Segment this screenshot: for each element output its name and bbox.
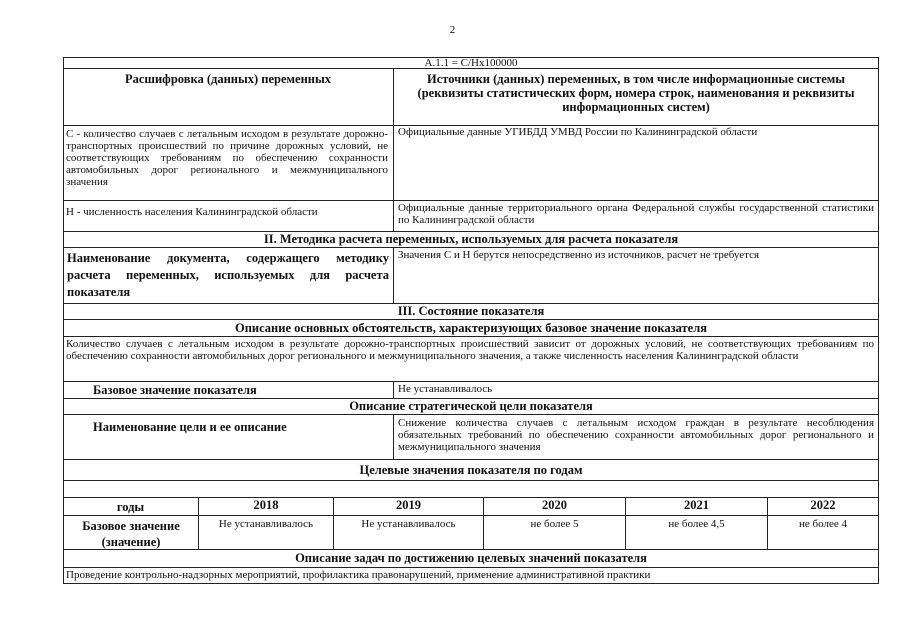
base-row-value: не более 5 (530, 518, 579, 530)
year-2021: 2021 (684, 498, 709, 512)
goal-title: Описание стратегической цели показателя (349, 399, 593, 413)
header-variables: Расшифровка (данных) переменных (124, 72, 332, 86)
formula: A.1.1 = C/Hx100000 (424, 57, 518, 69)
rule (63, 414, 879, 415)
years-label: годы (116, 500, 145, 514)
rule (393, 247, 394, 303)
rule (63, 583, 879, 584)
rule (63, 515, 879, 516)
base-row-value: Не устанавливалось (218, 518, 314, 530)
base-row-value: не более 4,5 (668, 518, 725, 530)
base-row-value: Не устанавливалось (361, 518, 456, 530)
rule (393, 68, 394, 231)
section-3-title: III. Состояние показателя (397, 304, 545, 318)
rule (63, 480, 879, 481)
rule (63, 459, 879, 460)
rule (393, 414, 394, 459)
goal-text: Снижение количества случаев с летальным исходом граждан в результате несоблюдения обязательных требований по обеспечению сохранности автомобильных дорог регионального и межмуниципального значения (398, 417, 874, 453)
year-2020: 2020 (542, 498, 567, 512)
rule (63, 381, 879, 382)
year-2019: 2019 (396, 498, 421, 512)
rule (63, 200, 879, 201)
circumstances-text: Количество случаев с летальным исходом в результате дорожно-транспортных происшествий зависит от дорожных условий, не соответствующих требованиям по обеспечению сохранности автомобильных дорог регионального и межмуниципального значения, а также численность населения Калининградской области (66, 338, 874, 362)
goal-label: Наименование цели и ее описание (93, 420, 287, 434)
rule (63, 336, 879, 337)
header-sources: Источники (данных) переменных, в том числе информационные системы (реквизиты статистических форм, номера строк, наименования и реквизиты информационных систем) (417, 72, 855, 114)
year-2022: 2022 (810, 498, 836, 512)
variable-h-desc: Н - численность населения Калининградской области (66, 206, 318, 218)
tasks-text: Проведение контрольно-надзорных мероприятий, профилактика правонарушений, применение административной практики (66, 569, 651, 581)
rule (63, 567, 879, 568)
section-2-title: II. Методика расчета переменных, используемых для расчета показателя (263, 232, 679, 246)
variable-c-source: Официальные данные УГИБДД УМВД России по Калининградской области (398, 126, 758, 138)
circumstances-title: Описание основных обстоятельств, характеризующих базовое значение показателя (234, 321, 707, 335)
tasks-title: Описание задач по достижению целевых значений показателя (295, 551, 647, 565)
year-2018: 2018 (253, 498, 279, 512)
base-value-label: Базовое значение показателя (93, 383, 257, 397)
indicator-table (63, 57, 879, 584)
base-row-value: не более 4 (799, 518, 847, 530)
rule (393, 381, 394, 398)
variable-h-source: Официальные данные территориального органа Федеральной службы государственной статистики по Калининградской области (398, 202, 874, 226)
rule (63, 319, 879, 320)
base-row-label: Базовое значение (значение) (82, 519, 180, 549)
methodology-label: Наименование документа, содержащего методику расчета переменных, используемых для расчета показателя (67, 251, 389, 299)
page-number: 2 (449, 24, 456, 36)
methodology-value: Значения С и Н берутся непосредственно из источников, расчет не требуется (398, 249, 760, 261)
targets-title: Целевые значения показателя по годам (359, 463, 583, 477)
variable-c-desc: С - количество случаев с летальным исходом в результате дорожно-транспортных происшествий по причине дорожных условий, не соответствующих требованиям по обеспечению сохранности автомобильных дорог регионального и межмуниципального значения (66, 128, 388, 188)
rule (63, 247, 879, 248)
base-value: Не устанавливалось (398, 383, 493, 395)
